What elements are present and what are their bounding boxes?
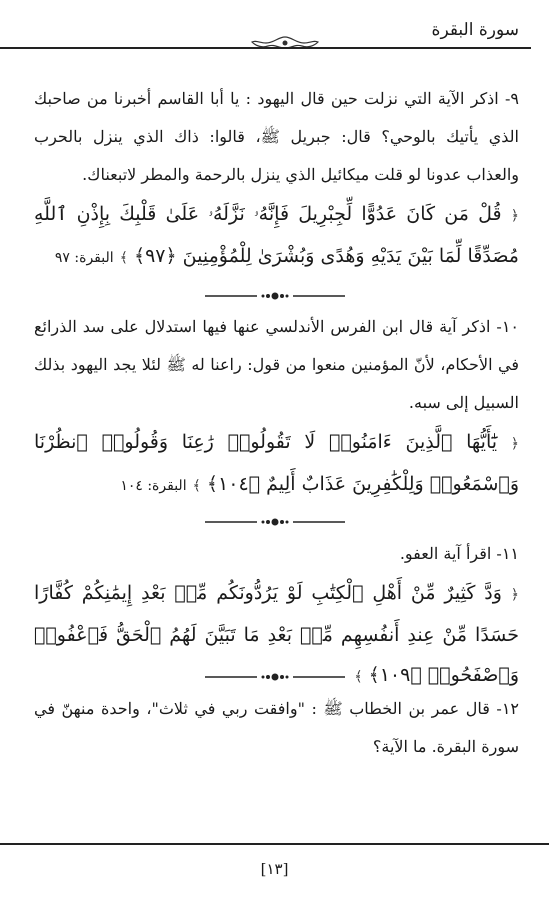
- question-item: [34, 80, 519, 278]
- verse-open-mark-icon: ﴿: [510, 587, 519, 603]
- quran-verse: ﴿ قُلْ مَن كَانَ عَدُوًّا لِّجِبْرِيلَ فَإِنَّهُۥ نَزَّلَهُۥ عَلَىٰ قَلْبِكَ بِإِذْنِ ٱللَّهِ مُصَدِّقًا لِّمَا بَيْنَ يَدَيْهِ وَهُدًى وَبُشْرَىٰ لِلْمُؤْمِنِينَ ﴿٩٧﴾ ﴾ البقرة: ٩٧: [34, 203, 519, 267]
- section-divider-icon: [205, 517, 345, 527]
- question-text: ١١- اقرأ آية العفو.: [399, 544, 519, 563]
- verse-open-mark-icon: ﴿: [510, 208, 519, 224]
- header-ornament-icon: [250, 34, 320, 52]
- quran-verse: ﴿ وَدَّ كَثِيرٌ مِّنْ أَهْلِ ٱلْكِتَٰبِ لَوْ يَرُدُّونَكُم مِّنۢ بَعْدِ إِيمَٰنِكُمْ كُفَّارًا حَسَدًا مِّنْ عِندِ أَنفُسِهِم مِّنۢ بَعْدِ مَا تَبَيَّنَ لَهُمُ ٱلْحَقُّ فَٱعْفُوا۟ وَٱصْفَحُوا۟ ﴿١٠٩﴾ ﴾: [34, 582, 519, 686]
- footer-rule: [0, 843, 549, 845]
- section-divider-icon: [205, 672, 345, 682]
- verse-close-mark-icon: ﴾: [119, 250, 128, 266]
- section-divider-icon: [205, 291, 345, 301]
- quran-verse: ﴿ يَٰٓأَيُّهَا ٱلَّذِينَ ءَامَنُوا۟ لَا تَقُولُوا۟ رَٰعِنَا وَقُولُوا۟ ٱنظُرْنَا وَٱسْمَعُوا۟ وَلِلْكَٰفِرِينَ عَذَابٌ أَلِيمٌ ﴿١٠٤﴾ ﴾ البقرة: ١٠٤: [34, 431, 519, 495]
- question-text: ١٠- اذكر آية قال ابن الفرس الأندلسي عنها فيها استدلال على سد الذرائع في الأحكام، لأنّ المؤمنين منعوا من قول: راعنا له ﷺ لئلا يجد اليهود بذلك السبيل إلى سبه.: [34, 317, 519, 412]
- verse-reference: البقرة: ١٠٤: [120, 478, 187, 494]
- question-text: ١٢- قال عمر بن الخطاب ﷺ : "وافقت ربي في ثلاث"، واحدة منهنّ في سورة البقرة. ما الآية؟: [34, 699, 519, 756]
- verse-open-mark-icon: ﴿: [510, 436, 519, 452]
- verse-close-mark-icon: ﴾: [354, 669, 363, 685]
- header-rule: [0, 47, 531, 49]
- surah-title: سورة البقرة: [431, 20, 519, 40]
- question-item: [34, 690, 519, 766]
- page-number: [١٣]: [260, 860, 289, 878]
- question-text: ٩- اذكر الآية التي نزلت حين قال اليهود : يا أبا القاسم أخبرنا من صاحبك الذي يأتيك بالوحي؟ قال: جبريل ﷺ، قالوا: ذاك الذي ينزل بالحرب والعذاب عدونا لو قلت ميكائيل الذي ينزل بالرحمة والمطر لاتبعناك.: [34, 89, 519, 184]
- question-item: [34, 308, 519, 506]
- verse-close-mark-icon: ﴾: [192, 478, 201, 494]
- verse-reference: البقرة: ٩٧: [54, 250, 114, 266]
